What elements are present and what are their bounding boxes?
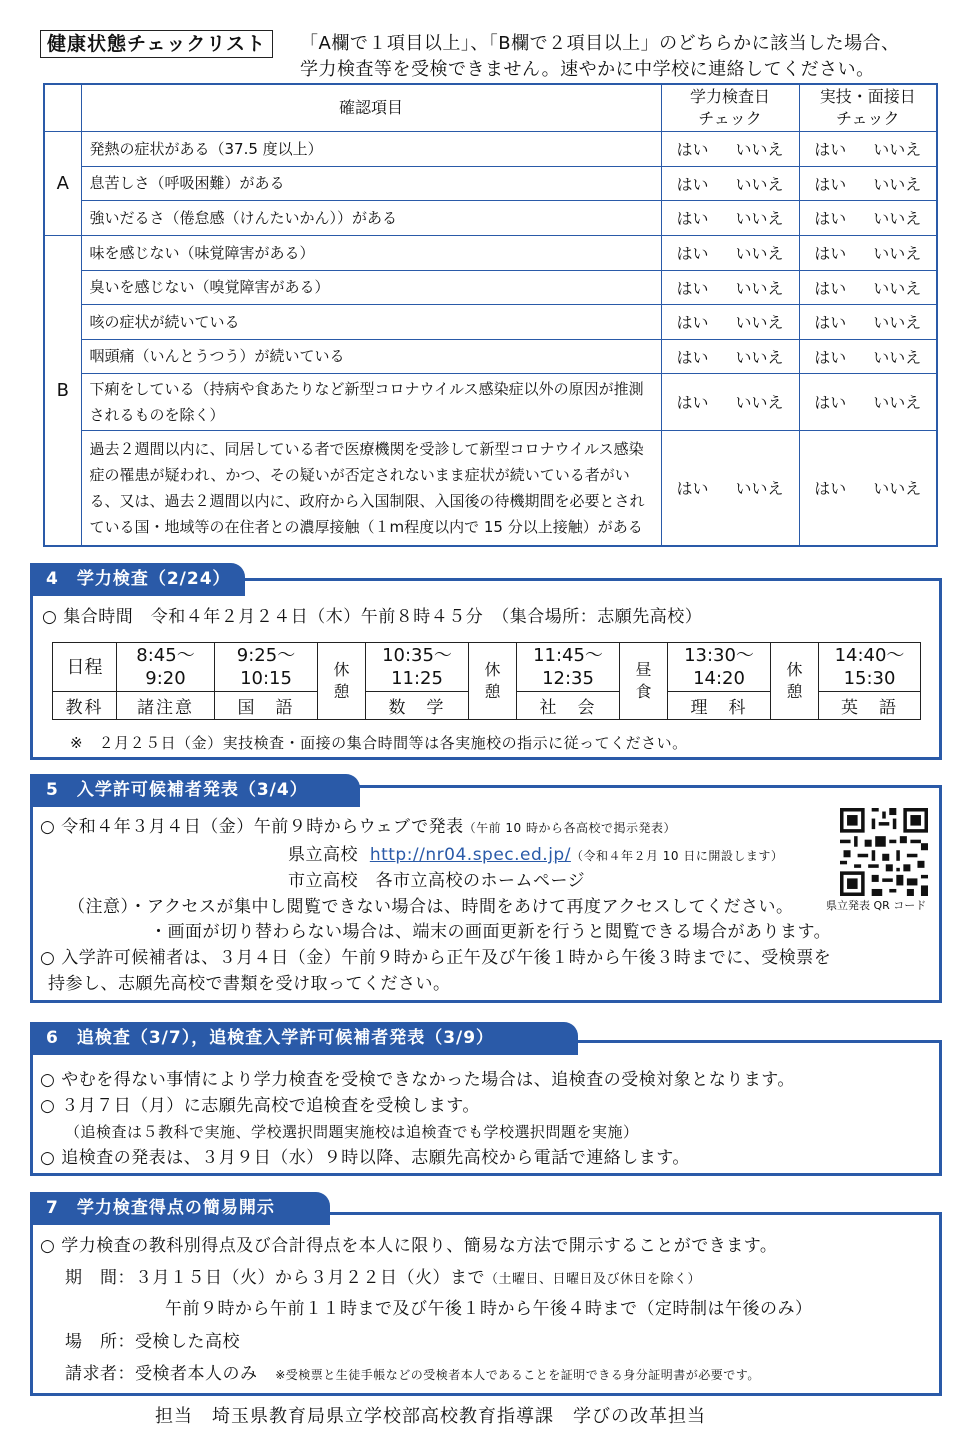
yes-no-exam[interactable]: はい いいえ	[661, 166, 799, 200]
subject-cell: 諸注意	[117, 692, 215, 720]
subject-cell: 社 会	[517, 692, 620, 720]
yes-no-interview[interactable]: はい いいえ	[799, 235, 937, 270]
makeup-line4: ○ 追検査の発表は、３月９日（水）９時以降、志願先高校から電話で連絡します。	[40, 1148, 690, 1168]
yes-no-interview[interactable]: はい いいえ	[799, 373, 937, 430]
section-4-tab: 4 学力検査（2/24）	[30, 563, 245, 596]
break-cell: 休 憩	[469, 643, 517, 720]
health-checklist-table	[43, 83, 938, 547]
period-time: 10:35〜 11:25	[366, 643, 469, 692]
b-item: 過去２週間以内に、同居している者で医療機関を受診して新型コロナウイルス感染症の罹患が疑われ、かつ、その疑いが否定されないまま症状が続いている者がいる、又は、過去２週間以内に、政府から入国制限、入国後の待機期間を必要とされている国・地域等の在住者との濃厚接触（１m程度以内で 15 分以上接触）がある	[81, 430, 661, 546]
qr-code-icon[interactable]	[838, 808, 930, 896]
yes-no-exam[interactable]: はい いいえ	[661, 200, 799, 235]
announce-line1: ○ 令和４年３月４日（金）午前９時からウェブで発表（午前 10 時から各高校で掲示発表）	[40, 817, 676, 837]
b-item: 味を感じない（味覚障害がある）	[81, 235, 661, 270]
announce-line3: 持参し、志願先高校で書類を受け取ってください。	[48, 974, 451, 994]
yes-no-exam[interactable]: はい いいえ	[661, 270, 799, 304]
disclosure-place: 場 所：受検した高校	[65, 1332, 240, 1352]
yes-no-exam[interactable]: はい いいえ	[661, 235, 799, 270]
b-item: 咳の症状が続いている	[81, 304, 661, 339]
disclosure-period: 期 間：３月１５日（火）から３月２２日（火）まで（土曜日、日曜日及び休日を除く）	[65, 1268, 702, 1288]
checklist-note-line1: 「A欄で１項目以上」、「B欄で２項目以上」のどちらかに該当した場合、	[300, 33, 900, 54]
a-item: 強いだるさ（倦怠感（けんたいかん））がある	[81, 200, 661, 235]
yes-no-interview[interactable]: はい いいえ	[799, 304, 937, 339]
break-cell: 休 憩	[318, 643, 366, 720]
subject-label: 教科	[53, 692, 117, 720]
yes-no-exam[interactable]: はい いいえ	[661, 131, 799, 166]
period-time: 14:40〜 15:30	[819, 643, 921, 692]
yes-no-exam[interactable]: はい いいえ	[661, 304, 799, 339]
header-interview-check: 実技・面接日 チェック	[799, 84, 937, 131]
schedule-label: 日程	[53, 643, 117, 692]
group-a-label: A	[44, 131, 81, 235]
subject-cell: 英 語	[819, 692, 921, 720]
period-time: 8:45〜 9:20	[117, 643, 215, 692]
section-5-tab: 5 入学許可候補者発表（3/4）	[30, 774, 360, 807]
header-item: 確認項目	[81, 84, 661, 131]
caution-line2: ・画面が切り替わらない場合は、端末の画面更新を行うと閲覧できる場合があります。	[150, 922, 832, 942]
period-time: 9:25〜 10:15	[215, 643, 318, 692]
caution-line1: （注意）・アクセスが集中し閲覧できない場合は、時間をあけて再度アクセスしてください。	[68, 897, 794, 917]
group-b-label: B	[44, 235, 81, 546]
makeup-line1: ○ やむを得ない事情により学力検査を受検できなかった場合は、追検査の受検対象となります。	[40, 1070, 795, 1090]
yes-no-interview[interactable]: はい いいえ	[799, 270, 937, 304]
checklist-note-line2: 学力検査等を受検できません。速やかに中学校に連絡してください。	[300, 59, 875, 80]
disclosure-line1: ○ 学力検査の教科別得点及び合計得点を本人に限り、簡易な方法で開示することができます。	[40, 1236, 778, 1256]
b-item: 臭いを感じない（嗅覚障害がある）	[81, 270, 661, 304]
section-7-tab: 7 学力検査得点の簡易開示	[30, 1192, 330, 1225]
yes-no-interview[interactable]: はい いいえ	[799, 430, 937, 546]
group-header	[44, 84, 81, 131]
exam-schedule-table	[52, 642, 921, 720]
city-school-line: 市立高校 各市立高校のホームページ	[288, 871, 586, 891]
makeup-line3: （追検査は５教科で実施、学校選択問題実施校は追検査でも学校選択問題を実施）	[65, 1123, 639, 1141]
yes-no-exam[interactable]: はい いいえ	[661, 339, 799, 373]
makeup-line2: ○ ３月７日（月）に志願先高校で追検査を受検します。	[40, 1096, 480, 1116]
yes-no-interview[interactable]: はい いいえ	[799, 166, 937, 200]
b-item: 下痢をしている（持病や食あたりなど新型コロナウイルス感染症以外の原因が推測されるものを除く）	[81, 373, 661, 430]
period-time: 11:45〜 12:35	[517, 643, 620, 692]
section-6-tab: 6 追検査（3/7），追検査入学許可候補者発表（3/9）	[30, 1022, 578, 1055]
lunch-cell: 昼 食	[620, 643, 668, 720]
a-item: 息苦しさ（呼吸困難）がある	[81, 166, 661, 200]
header-exam-check: 学力検査日 チェック	[661, 84, 799, 131]
qr-caption: 県立発表 QR コード	[826, 899, 927, 912]
checklist-title: 健康状態チェックリスト	[40, 30, 273, 58]
pref-url-link[interactable]: http://nr04.spec.ed.jp/	[369, 845, 571, 865]
yes-no-interview[interactable]: はい いいえ	[799, 131, 937, 166]
yes-no-interview[interactable]: はい いいえ	[799, 200, 937, 235]
disclosure-hours: 午前９時から午前１１時まで及び午後１時から午後４時まで（定時制は午後のみ）	[165, 1299, 813, 1319]
assembly-time: ○ 集合時間 令和４年２月２４日（木）午前８時４５分 （集合場所：志願先高校）	[42, 607, 703, 627]
yes-no-exam[interactable]: はい いいえ	[661, 430, 799, 546]
yes-no-interview[interactable]: はい いいえ	[799, 339, 937, 373]
subject-cell: 国 語	[215, 692, 318, 720]
footer-contact: 担当 埼玉県教育局県立学校部高校教育指導課 学びの改革担当	[155, 1406, 706, 1427]
a-item: 発熱の症状がある（37.5 度以上）	[81, 131, 661, 166]
period-time: 13:30〜 14:20	[668, 643, 771, 692]
b-item: 咽頭痛（いんとうつう）が続いている	[81, 339, 661, 373]
subject-cell: 数 学	[366, 692, 469, 720]
pref-school-line: 県立高校 http://nr04.spec.ed.jp/（令和４年２月 10 日に開設します）	[288, 845, 784, 865]
break-cell: 休 憩	[771, 643, 819, 720]
section-4-note: ※ ２月２５日（金）実技検査・面接の集合時間等は各実施校の指示に従ってください。	[70, 734, 688, 752]
disclosure-requester: 請求者：受検者本人のみ ※受検票と生徒手帳などの受検者本人であることを証明できる身分証明書が必要です。	[65, 1364, 760, 1384]
subject-cell: 理 科	[668, 692, 771, 720]
yes-no-exam[interactable]: はい いいえ	[661, 373, 799, 430]
announce-line2: ○ 入学許可候補者は、３月４日（金）午前９時から正午及び午後１時から午後３時までに、受検票を	[40, 948, 832, 968]
